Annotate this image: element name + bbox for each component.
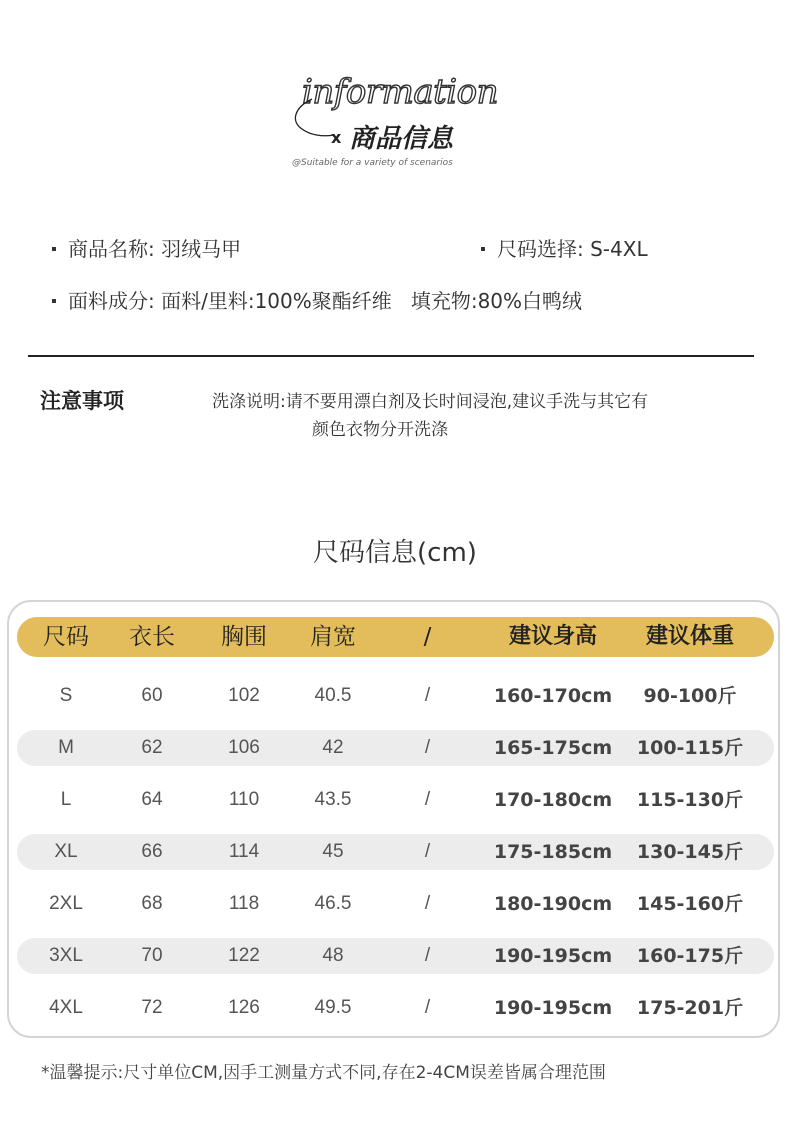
cell-size: L	[60, 789, 72, 810]
cell-size: M	[58, 737, 74, 758]
header-height: 建议身高	[508, 624, 597, 649]
header-chest: 胸围	[221, 624, 267, 650]
cell-length: 64	[141, 789, 163, 810]
cell-chest: 106	[228, 737, 260, 758]
cell-shoulder: 46.5	[314, 893, 352, 914]
cell-shoulder: 49.5	[314, 997, 352, 1018]
cell-height: 190-195cm	[493, 997, 613, 1019]
cell-shoulder: 42	[322, 737, 344, 758]
cell-slash: /	[424, 685, 431, 706]
cell-weight: 90-100斤	[643, 685, 737, 707]
cell-length: 68	[141, 893, 163, 914]
header-length: 衣长	[129, 624, 175, 650]
measurement-footnote: *温馨提示:尺寸单位CM,因手工测量方式不同,存在2-4CM误差皆属合理范围	[41, 1063, 606, 1083]
cell-slash: /	[424, 997, 431, 1018]
size-range-value: S-4XL	[590, 237, 648, 261]
cell-slash: /	[424, 789, 431, 810]
notes-title: 注意事项	[40, 389, 124, 413]
cell-slash: /	[424, 737, 431, 758]
cell-slash: /	[424, 945, 431, 966]
cell-chest: 110	[228, 789, 260, 810]
cell-length: 66	[141, 841, 163, 862]
wash-instructions	[212, 388, 742, 444]
cell-weight: 115-130斤	[636, 789, 744, 811]
logo-x-mark: x	[331, 128, 342, 147]
bullet-icon	[52, 247, 56, 251]
cell-length: 62	[141, 737, 163, 758]
cell-size: 4XL	[49, 997, 83, 1018]
cell-slash: /	[424, 841, 431, 862]
fabric-label: 面料成分:	[68, 289, 155, 313]
cell-chest: 114	[228, 841, 260, 862]
wash-line-2: 颜色衣物分开洗涤	[312, 420, 448, 440]
header-size: 尺码	[43, 624, 89, 650]
section-divider	[28, 355, 754, 357]
filling-value: 填充物:80%白鸭绒	[410, 289, 583, 313]
cell-shoulder: 43.5	[314, 789, 352, 810]
cell-weight: 130-145斤	[636, 841, 744, 863]
cell-height: 170-180cm	[493, 789, 613, 811]
size-range-row	[481, 233, 648, 262]
logo-tagline: @Suitable for a variety of scenarios	[292, 158, 453, 168]
cell-slash: /	[424, 893, 431, 914]
cell-chest: 118	[228, 893, 260, 914]
size-chart-title: 尺码信息(cm)	[313, 538, 477, 568]
fabric-row	[52, 285, 582, 314]
cell-height: 165-175cm	[493, 737, 613, 759]
cell-length: 70	[141, 945, 163, 966]
fabric-value: 面料/里料:100%聚酯纤维	[161, 289, 392, 313]
cell-chest: 122	[228, 945, 260, 966]
cell-size: 2XL	[49, 893, 83, 914]
header-shoulder: 肩宽	[310, 624, 356, 650]
product-name-label: 商品名称:	[68, 237, 155, 261]
cell-size: 3XL	[49, 945, 83, 966]
cell-length: 72	[141, 997, 163, 1018]
bullet-icon	[52, 299, 56, 303]
cell-length: 60	[141, 685, 163, 706]
cell-size: S	[59, 685, 73, 706]
cell-weight: 145-160斤	[636, 893, 744, 915]
header-slash: /	[423, 624, 432, 650]
cell-height: 190-195cm	[493, 945, 613, 967]
header-weight: 建议体重	[645, 624, 734, 649]
cell-chest: 102	[228, 685, 260, 706]
bullet-icon	[481, 247, 485, 251]
logo-title-cn: 商品信息	[349, 124, 454, 154]
product-name-row	[52, 233, 241, 262]
cell-size: XL	[54, 841, 78, 862]
cell-height: 180-190cm	[493, 893, 613, 915]
logo-title-en: information	[302, 72, 498, 112]
cell-shoulder: 48	[322, 945, 344, 966]
wash-line-1: 洗涤说明:请不要用漂白剂及长时间浸泡,建议手洗与其它有	[212, 392, 649, 412]
cell-height: 160-170cm	[493, 685, 613, 707]
cell-shoulder: 40.5	[314, 685, 352, 706]
cell-chest: 126	[228, 997, 260, 1018]
product-name-value: 羽绒马甲	[161, 237, 242, 261]
size-range-label: 尺码选择:	[497, 237, 584, 261]
cell-weight: 175-201斤	[636, 997, 744, 1019]
cell-shoulder: 45	[322, 841, 344, 862]
cell-weight: 100-115斤	[636, 737, 744, 759]
cell-height: 175-185cm	[493, 841, 613, 863]
cell-weight: 160-175斤	[636, 945, 744, 967]
